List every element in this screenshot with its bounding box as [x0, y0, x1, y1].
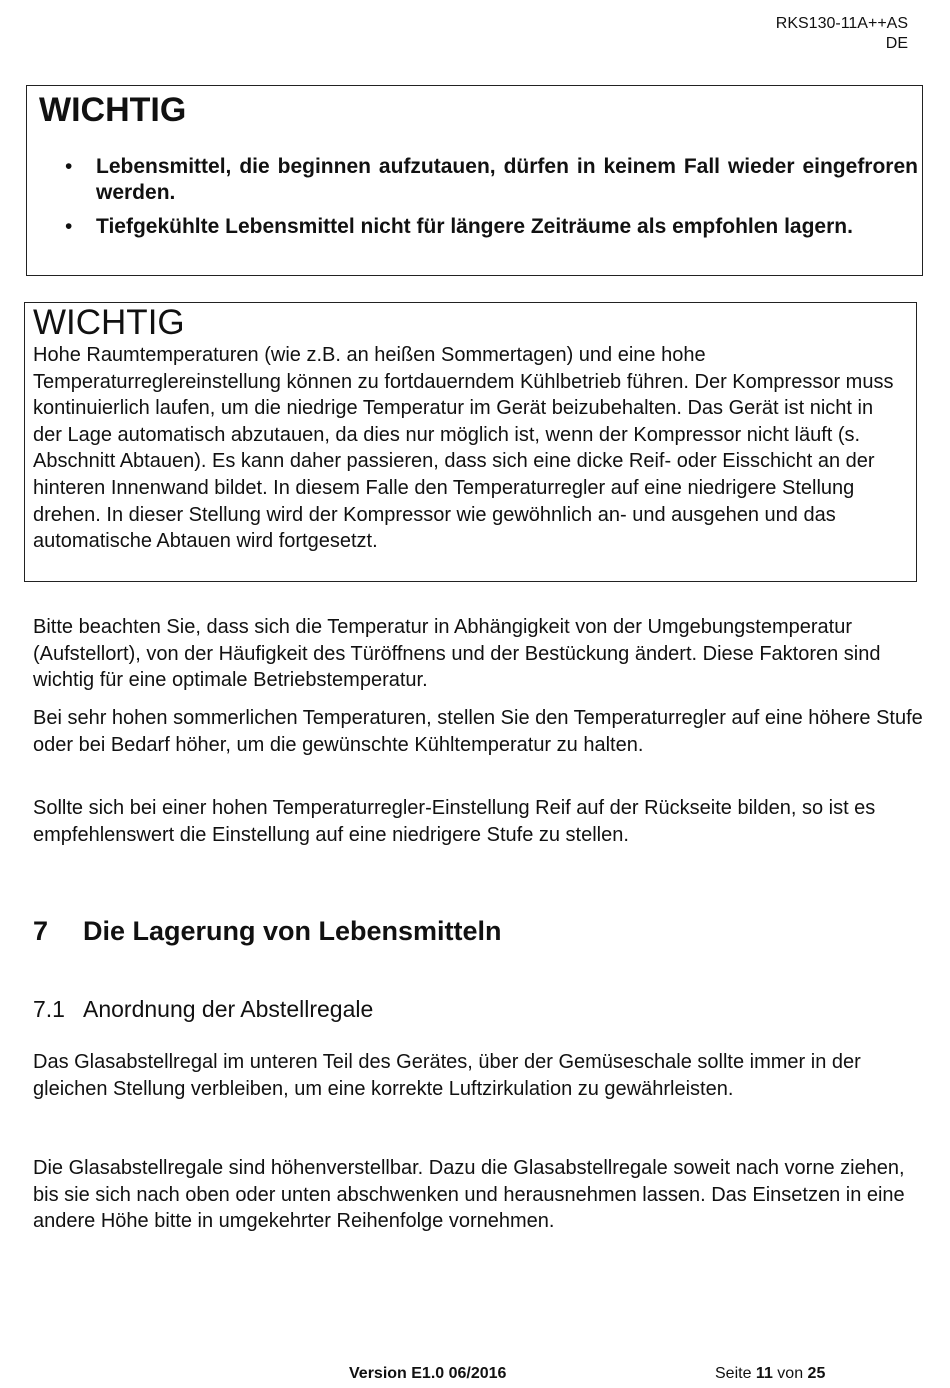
important-title: WICHTIG [33, 303, 185, 342]
bullet-icon: • [65, 215, 73, 238]
subsection-title: Anordnung der Abstellregale [83, 996, 374, 1022]
page-total: 25 [807, 1365, 826, 1382]
page-prefix: Seite [715, 1365, 752, 1382]
bullet-icon: • [65, 155, 73, 178]
important-box-2 [24, 302, 917, 582]
important-title: WICHTIG [39, 91, 187, 129]
list-item [27, 154, 918, 206]
subsection-heading [33, 994, 373, 1024]
body-paragraph: Sollte sich bei einer hohen Temperaturregler-Einstellung Reif auf der Rückseite bilden, so ist es empfehlenswert die Einstellung auf eine niedrigere Stufe zu stellen. [33, 797, 876, 846]
page-current: 11 [755, 1365, 773, 1382]
important-text: Hohe Raumtemperaturen (wie z.B. an heißen Sommertagen) und eine hohe Temperaturreglereinstellung können zu fortdauerndem Kühlbetrieb führen. Der Kompressor muss kontinuierlich laufen, um die niedrige Temperatur im Gerät beizubehalten. Das Gerät ist nicht in der Lage automatisch abzutauen, da dies nur möglich ist, wenn der Kompressor nicht läuft (s. Abschnitt Abtauen). Es kann daher passieren, dass sich eine dicke Reif- oder Eisschicht an der hinteren Innenwand bildet. In diesem Falle den Temperaturregler auf eine niedrigere Stellung drehen. In dieser Stellung wird der Kompressor wie gewöhnlich an- und ausgehen und das automatische Abtauen wird fortgesetzt. [33, 344, 894, 553]
list-item [27, 210, 918, 243]
version-label: Version E1.0 06/2016 [349, 1365, 507, 1382]
important-box-1 [26, 85, 923, 276]
important-list [27, 154, 918, 243]
body-paragraph: Das Glasabstellregal im unteren Teil des Gerätes, über der Gemüseschale sollte immer in der gleichen Stellung verbleiben, um eine korrekte Luftzirkulation zu gewährleisten. [33, 1051, 861, 1100]
section-number: 7 [33, 916, 49, 946]
list-item-text: Tiefgekühlte Lebensmittel nicht für längere Zeiträume als empfohlen lagern. [96, 215, 853, 238]
body-paragraph: Die Glasabstellregale sind höhenverstellbar. Dazu die Glasabstellregale soweit nach vorne ziehen, bis sie sich nach oben oder unten abschwenken und herausnehmen lassen. Das Einsetzen in eine andere Höhe bitte in umgekehrter Reihenfolge vornehmen. [33, 1157, 905, 1233]
subsection-number: 7.1 [33, 996, 65, 1022]
language-code: DE [885, 35, 908, 52]
page-header [776, 14, 908, 54]
page-number [715, 1364, 825, 1384]
body-paragraph: Bitte beachten Sie, dass sich die Temperatur in Abhängigkeit von der Umgebungstemperatur (Aufstellort), von der Häufigkeit des Türöffnens und der Bestückung ändert. Diese Faktoren sind wichtig für eine optimale Betriebstemperatur. [33, 616, 881, 692]
section-title: Die Lagerung von Lebensmitteln [83, 916, 502, 946]
list-item-text: Lebensmittel, die beginnen aufzutauen, dürfen in keinem Fall wieder eingefroren werden. [96, 155, 918, 204]
model-number: RKS130-11A++AS [775, 15, 908, 32]
section-heading [33, 914, 502, 948]
body-paragraph: Bei sehr hohen sommerlichen Temperaturen, stellen Sie den Temperaturregler auf eine höhere Stufe oder bei Bedarf höher, um die gewünschte Kühltemperatur zu halten. [33, 707, 923, 756]
page-of: von [777, 1365, 804, 1382]
